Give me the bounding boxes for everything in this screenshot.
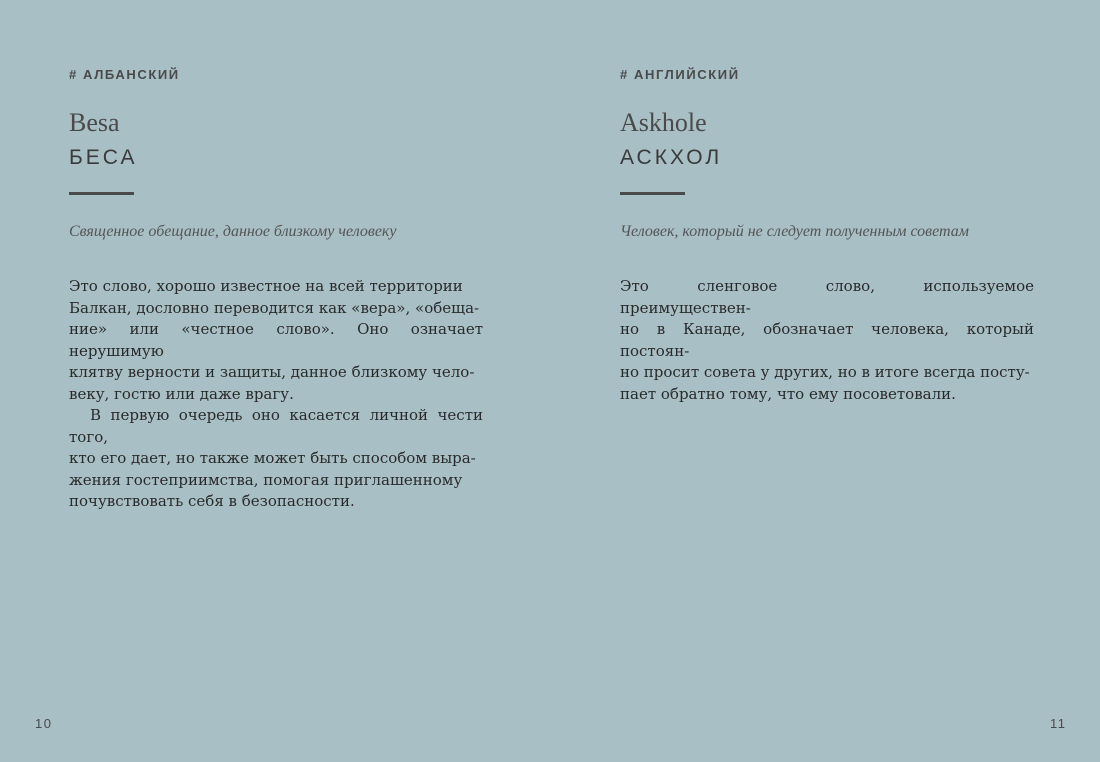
- word-definition: Человек, который не следует полученным советам: [620, 223, 969, 240]
- title-divider: [69, 192, 134, 195]
- word-title: Askhole: [620, 108, 707, 137]
- right-page: [550, 0, 1100, 762]
- description-paragraph: В первую очередь оно касается личной чести того, кто его дает, но также может быть способом выра- жения гостеприимства, помогая приглашенному почувствовать себя в безопасности.: [69, 406, 483, 510]
- description-paragraph: Это сленговое слово, используемое преимуществен- но в Канаде, обозначает человека, который постоян- но просит совета у других, но в итоге всегда посту- пает обратно тому, что ему посоветовали.: [620, 277, 1034, 403]
- word-transliteration: БЕСА: [69, 146, 138, 169]
- language-tag: # АНГЛИЙСКИЙ: [620, 67, 740, 82]
- page-number: 11: [1050, 716, 1067, 731]
- word-definition: Священное обещание, данное близкому человеку: [69, 223, 397, 240]
- language-tag: # АЛБАНСКИЙ: [69, 67, 180, 82]
- word-description: [69, 276, 483, 513]
- word-transliteration: АСКХОЛ: [620, 146, 723, 169]
- word-title: Besa: [69, 108, 120, 137]
- word-description: [620, 276, 1034, 405]
- description-paragraph: Это слово, хорошо известное на всей территории Балкан, дословно переводится как «вера», «обеща- ние» или «честное слово». Оно означает нерушимую клятву верности и защиты, данное близкому чело- веку, гостю или даже врагу.: [69, 277, 483, 403]
- title-divider: [620, 192, 685, 195]
- page-number: 10: [35, 716, 53, 731]
